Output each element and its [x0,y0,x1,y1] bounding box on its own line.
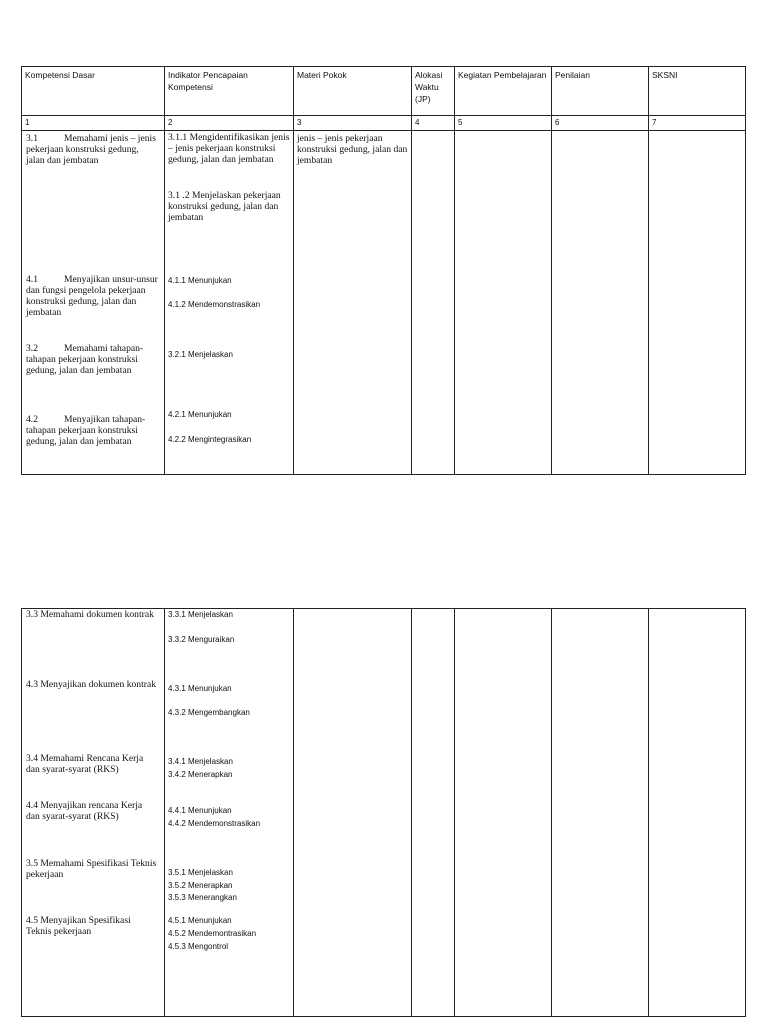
kompetensi-dasar-cell [22,131,165,475]
materi-pokok-cell [294,131,412,475]
indikator-cell [165,609,294,1017]
kd-item: 4.1 Menyajikan unsur-unsur dan fungsi pengelola pekerjaan konstruksi gedung, jalan dan jembatan [26,274,158,318]
indikator-item: 4.4.1 Menunjukan [168,806,232,815]
kd-item: 3.5 Memahami Spesifikasi Teknis pekerjaan [26,858,157,880]
indikator-item: 3.3.2 Menguraikan [168,635,235,644]
sksni-cell [649,131,746,475]
kegiatan-cell [455,131,552,475]
materi-item: jenis – jenis pekerjaan konstruksi gedung, jalan dan jembatan [297,133,408,166]
sksni-cell [649,609,746,1017]
column-number: 3 [294,116,412,131]
kd-item: 4.5 Menyajikan Spesifikasi Teknis pekerjaan [26,915,131,937]
competency-table-page-2 [21,608,746,1017]
kd-item: 3.4 Memahami Rencana Kerja dan syarat-syarat (RKS) [26,753,144,775]
materi-pokok-cell [294,609,412,1017]
column-number-row [22,116,746,131]
competency-table-page-1 [21,66,746,475]
indikator-item: 4.1.1 Menunjukan [168,276,232,285]
column-number: 2 [165,116,294,131]
content-row [22,131,746,475]
column-number: 4 [412,116,455,131]
penilaian-cell [552,609,649,1017]
header-kompetensi-dasar: Kompetensi Dasar [22,67,165,116]
kegiatan-cell [455,609,552,1017]
alokasi-cell [412,609,455,1017]
indikator-item: 3.3.1 Menjelaskan [168,610,233,619]
indikator-item: 3.1 .2 Menjelaskan pekerjaan konstruksi gedung, jalan dan jembatan [168,190,281,223]
indikator-item: 4.2.2 Mengintegrasikan [168,435,252,444]
indikator-item: 3.2.1 Menjelaskan [168,350,233,359]
header-penilaian: Penilaian [552,67,649,116]
indikator-item: 3.4.2 Menerapkan [168,770,233,779]
indikator-item: 3.5.3 Menerangkan [168,893,237,902]
indikator-item: 4.5.3 Mengontrol [168,942,229,951]
indikator-item: 3.1.1 Mengidentifikasikan jenis – jenis pekerjaan konstruksi gedung, jalan dan jembatan [168,132,290,165]
indikator-item: 4.2.1 Menunjukan [168,410,232,419]
kd-item: 4.3 Menyajikan dokumen kontrak [26,679,157,690]
kompetensi-dasar-cell [22,609,165,1017]
indikator-item: 4.5.1 Menunjukan [168,916,232,925]
indikator-item: 4.1.2 Mendemonstrasikan [168,300,261,309]
header-row [22,67,746,116]
column-number: 1 [22,116,165,131]
kd-item: 3.3 Memahami dokumen kontrak [26,609,154,620]
indikator-item: 4.4.2 Mendemonstrasikan [168,819,261,828]
column-number: 6 [552,116,649,131]
indikator-cell [165,131,294,475]
indikator-item: 4.3.1 Menunjukan [168,684,232,693]
penilaian-cell [552,131,649,475]
header-kegiatan: Kegiatan Pembelajaran [455,67,552,116]
kd-item: 4.4 Menyajikan rencana Kerja dan syarat-syarat (RKS) [26,800,143,822]
indikator-item: 3.5.1 Menjelaskan [168,868,233,877]
column-number: 5 [455,116,552,131]
alokasi-cell [412,131,455,475]
content-row [22,609,746,1017]
indikator-item: 3.4.1 Menjelaskan [168,757,233,766]
column-number: 7 [649,116,746,131]
header-sksni: SKSNI [649,67,746,116]
header-materi-pokok: Materi Pokok [294,67,412,116]
kd-item: 4.2 Menyajikan tahapan-tahapan pekerjaan konstruksi gedung, jalan dan jembatan [26,414,146,447]
indikator-item: 4.3.2 Mengembangkan [168,708,250,717]
kd-item: 3.2 Memahami tahapan- tahapan pekerjaan konstruksi gedung, jalan dan jembatan [26,343,144,376]
indikator-item: 3.5.2 Menerapkan [168,881,233,890]
header-indikator: Indikator Pencapaian Kompetensi [165,67,294,116]
kd-item: 3.1 Memahami jenis – jenis pekerjaan konstruksi gedung, jalan dan jembatan [26,133,156,166]
header-alokasi-waktu: Alokasi Waktu (JP) [412,67,455,116]
indikator-item: 4.5.2 Mendemontrasikan [168,929,257,938]
